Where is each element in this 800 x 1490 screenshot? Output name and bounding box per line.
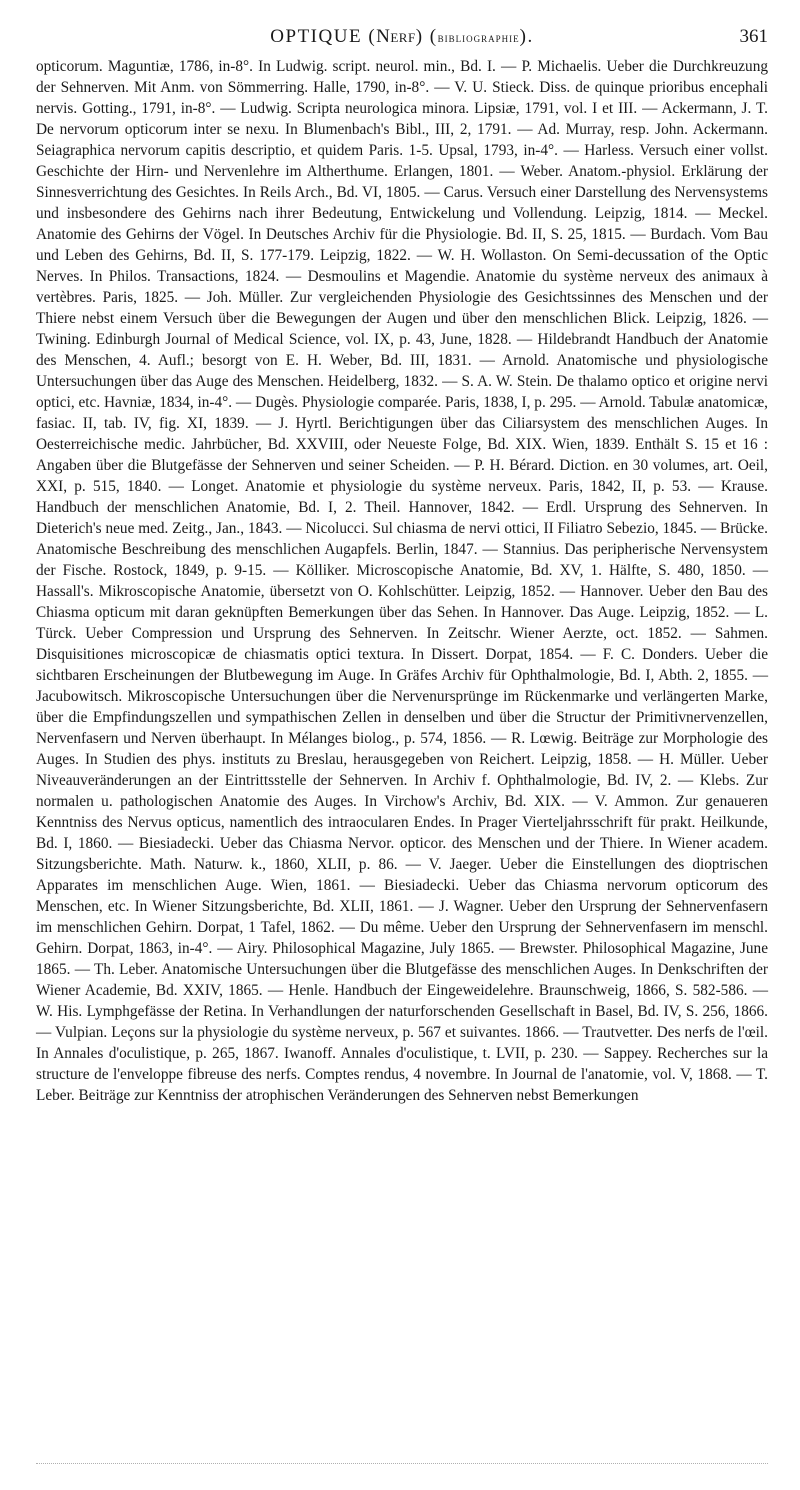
- book-page: [36, 26, 768, 1106]
- running-title: OPTIQUE (Nerf) (bibliographie).: [270, 26, 534, 47]
- running-title-section: bibliographie: [437, 30, 520, 45]
- page-number: 361: [739, 26, 768, 47]
- bottom-dotted-rule: [36, 1463, 768, 1464]
- bibliography-paragraph: opticorum. Maguntiæ, 1786, in-8°. In Ludwig. script. neurol. min., Bd. I. — P. Michaelis. Ueber die Durchkreuzung der Sehnerven. Mit Anm. von Sömmerring. Halle, 1790, in-8°. — V. U. Stieck. Diss. de quinque prioribus encephali nervis. Gotting., 1791, in-8°. — Ludwig. Scripta neurologica minora. Lipsiæ, 1791, vol. I et III. — Ackermann, J. T. De nervorum opticorum inter se nexu. In Blumenbach's Bibl., III, 2, 1791. — Ad. Murray, resp. John. Ackermann. Seiagraphica nervorum capitis descriptio, et quidem Paris. 1-5. Upsal, 1793, in-4°. — Harless. Versuch einer vollst. Geschichte der Hirn- und Nervenlehre im Altherthume. Erlangen, 1801. — Weber. Anatom.-physiol. Erklärung der Sinnesverrichtung des Gesichtes. In Reils Arch., Bd. VI, 1805. — Carus. Versuch einer Darstellung des Nervensystems und insbesondere des Gehirns nach ihrer Bedeutung, Entwickelung und Vollendung. Leipzig, 1814. — Meckel. Anatomie des Gehirns der Vögel. In Deutsches Archiv für die Physiologie. Bd. II, S. 25, 1815. — Burdach. Vom Bau und Leben des Gehirns, Bd. II, S. 177-179. Leipzig, 1822. — W. H. Wollaston. On Semi-decussation of the Optic Nerves. In Philos. Transactions, 1824. — Desmoulins et Magendie. Anatomie du système nerveux des animaux à vertèbres. Paris, 1825. — Joh. Müller. Zur vergleichenden Physiologie des Gesichtssinnes des Menschen und der Thiere nebst einem Versuch über die Bewegungen der Augen und über den menschlichen Blick. Leipzig, 1826. — Twining. Edinburgh Journal of Medical Science, vol. IX, p. 43, June, 1828. — Hildebrandt Handbuch der Anatomie des Menschen, 4. Aufl.; besorgt von E. H. Weber, Bd. III, 1831. — Arnold. Anatomische und physiologische Untersuchungen über das Auge des Menschen. Heidelberg, 1832. — S. A. W. Stein. De thalamo optico et origine nervi optici, etc. Havniæ, 1834, in-4°. — Dugès. Physiologie comparée. Paris, 1838, I, p. 295. — Arnold. Tabulæ anatomicæ, fasiac. II, tab. IV, fig. XI, 1839. — J. Hyrtl. Berichtigungen über das Ciliarsystem des menschlichen Auges. In Oesterreichische medic. Jahrbücher, Bd. XXVIII, oder Neueste Folge, Bd. XIX. Wien, 1839. Enthält S. 15 et 16 : Angaben über die Blutgefässe der Sehnerven und seiner Scheiden. — P. H. Bérard. Diction. en 30 volumes, art. Oeil, XXI, p. 515, 1840. — Longet. Anatomie et physiologie du système nerveux. Paris, 1842, II, p. 53. — Krause. Handbuch der menschlichen Anatomie, Bd. I, 2. Theil. Hannover, 1842. — Erdl. Ursprung des Sehnerven. In Dieterich's neue med. Zeitg., Jan., 1843. — Nicolucci. Sul chiasma de nervi ottici, II Filiatro Sebezio, 1845. — Brücke. Anatomische Beschreibung des menschlichen Augapfels. Berlin, 1847. — Stannius. Das peripherische Nervensystem der Fische. Rostock, 1849, p. 9-15. — Kölliker. Microscopische Anatomie, Bd. XV, 1. Hälfte, S. 480, 1850. — Hassall's. Mikroscopische Anatomie, übersetzt von O. Kohlschütter. Leipzig, 1852. — Hannover. Ueber den Bau des Chiasma opticum mit daran geknüpften Bemerkungen über das Sehen. In Hannover. Das Auge. Leipzig, 1852. — L. Türck. Ueber Compression und Ursprung des Sehnerven. In Zeitschr. Wiener Aerzte, oct. 1852. — Sahmen. Disquisitiones microscopicæ de chiasmatis optici textura. In Dissert. Dorpat, 1854. — F. C. Donders. Ueber die sichtbaren Erscheinungen der Blutbewegung im Auge. In Gräfes Archiv für Ophthalmologie, Bd. I, Abth. 2, 1855. — Jacubowitsch. Mikroscopische Untersuchungen über die Nervenursprünge im Rückenmarke und verlängerten Marke, über die Empfindungszellen und sympathischen Zellen in denselben und über die Structur der Primitivnervenzellen, Nervenfasern und Nerven überhaupt. In Mélanges biolog., p. 574, 1856. — R. Lœwig. Beiträge zur Morphologie des Auges. In Studien des phys. instituts zu Breslau, herausgegeben von Reichert. Leipzig, 1858. — H. Müller. Ueber Niveauveränderungen an der Eintrittsstelle der Sehnerven. In Archiv f. Ophthalmologie, Bd. IV, 2. — Klebs. Zur normalen u. pathologischen Anatomie des Auges. In Virchow's Archiv, Bd. XIX. — V. Ammon. Zur genaueren Kenntniss des Nervus opticus, namentlich des intraocularen Endes. In Prager Vierteljahrsschrift für prakt. Heilkunde, Bd. I, 1860. — Biesiadecki. Ueber das Chiasma Nervor. opticor. des Menschen und der Thiere. In Wiener academ. Sitzungsberichte. Math. Naturw. k., 1860, XLII, p. 86. — V. Jaeger. Ueber die Einstellungen des dioptrischen Apparates im menschlichen Auge. Wien, 1861. — Biesiadecki. Ueber das Chiasma nervorum opticorum des Menschen, etc. In Wiener Sitzungsberichte, Bd. XLII, 1861. — J. Wagner. Ueber den Ursprung der Sehnervenfasern im menschlichen Gehirn. Dorpat, 1 Tafel, 1862. — Du même. Ueber den Ursprung der Sehnervenfasern im menschl. Gehirn. Dorpat, 1863, in-4°. — Airy. Philosophical Magazine, July 1865. — Brewster. Philosophical Magazine, June 1865. — Th. Leber. Anatomische Untersuchungen über die Blutgefässe des menschlichen Auges. In Denkschriften der Wiener Academie, Bd. XXIV, 1865. — Henle. Handbuch der Eingeweidelehre. Braunschweig, 1866, S. 582-586. — W. His. Lymphgefässe der Retina. In Verhandlungen der naturforschenden Gesellschaft in Basel, Bd. IV, S. 256, 1866. — Vulpian. Leçons sur la physiologie du système nerveux, p. 567 et suivantes. 1866. — Trautvetter. Des nerfs de l'œil. In Annales d'oculistique, p. 265, 1867. Iwanoff. Annales d'oculistique, t. LVII, p. 230. — Sappey. Recherches sur la structure de l'enveloppe fibreuse des nerfs. Comptes rendus, 4 novembre. In Journal de l'anatomie, vol. V, 1868. — T. Leber. Beiträge zur Kenntniss der atrophischen Veränderungen des Sehnerven nebst Bemerkungen: [36, 58, 768, 1104]
- bibliography-text: [36, 56, 768, 1106]
- running-head: [36, 26, 768, 56]
- running-title-author: Nerf: [376, 26, 416, 47]
- running-title-main: OPTIQUE: [270, 26, 363, 47]
